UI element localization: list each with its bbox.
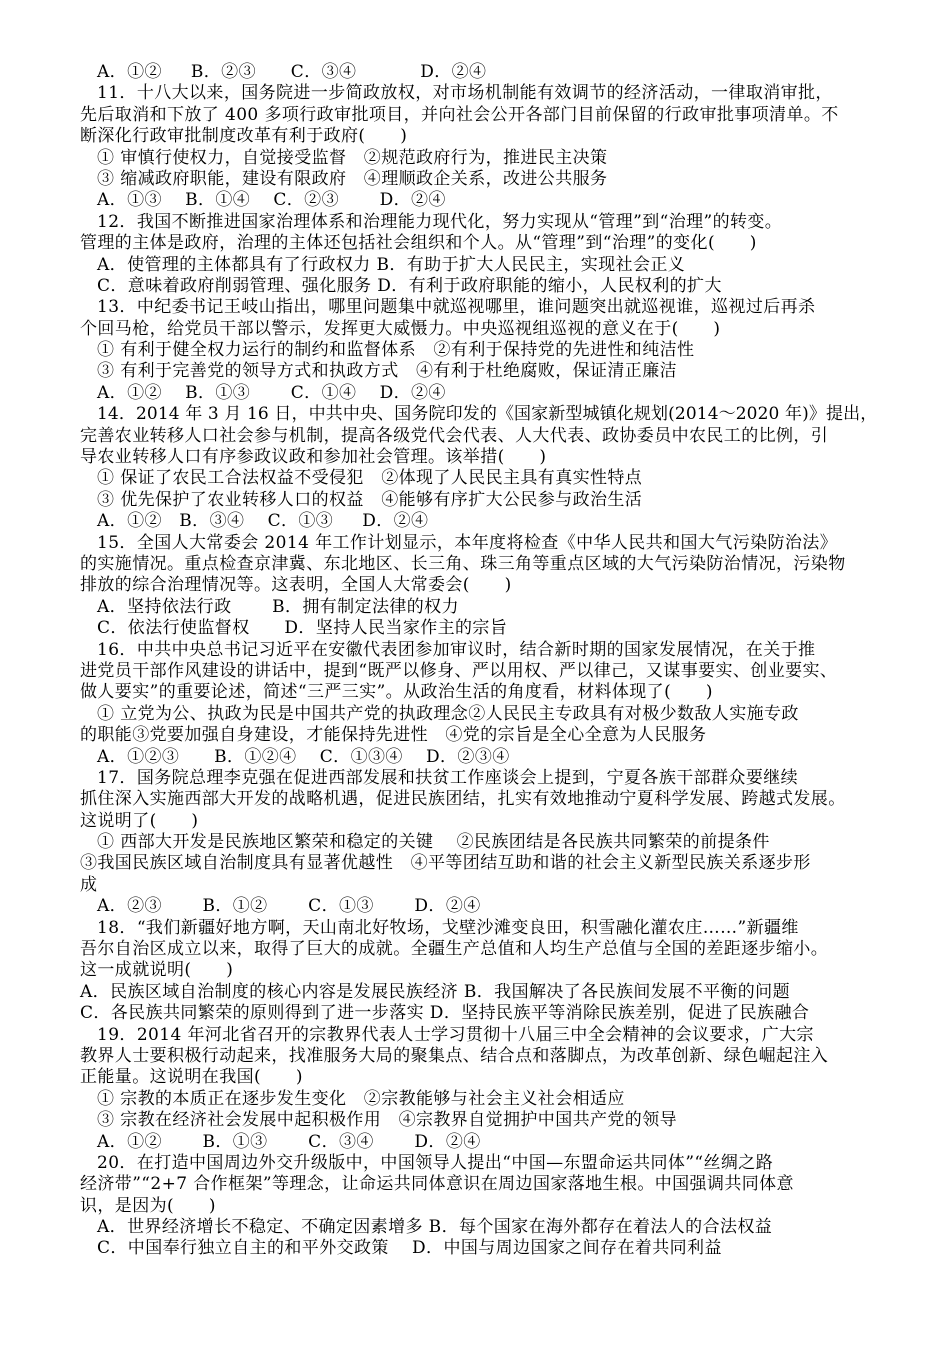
text-line-q16-2: 进党员干部作风建设的讲话中，提到“既严以修身、严以用权、严以律己，又谋事要实、创业要实、 (80, 660, 838, 681)
text-line-q11-c1: ① 审慎行使权力，自觉接受监督 ②规范政府行为，推进民主决策 (97, 147, 608, 168)
text-line-q17-2: 抓住深入实施西部大开发的战略机遇，促进民族团结，扎实有效地推动宁夏科学发展、跨越式发展。 (80, 789, 846, 810)
text-line-q13-c2: ③ 有利于完善党的领导方式和执政方式 ④有利于杜绝腐败，保证清正廉洁 (97, 361, 678, 382)
text-line-q20-2: 经济带”“2+7 合作框架”等理念，让命运共同体意识在周边国家落地生根。中国强调共同体意 (80, 1174, 794, 1195)
text-line-q16-c2: 的职能③党要加强自身建设，才能保持先进性 ④党的宗旨是全心全意为人民服务 (80, 725, 707, 746)
text-line-q15-3: 排放的综合治理情况等。这表明，全国人大常委会( ) (80, 575, 512, 596)
text-line-q20-ab: A．世界经济增长不稳定、不确定因素增多 B．每个国家在海外都存在着法人的合法权益 (97, 1217, 773, 1238)
text-line-q18-2: 吾尔自治区成立以来，取得了巨大的成就。全疆生产总值和人均生产总值与全国的差距逐步缩小。 (80, 939, 829, 960)
text-line-q20-3: 识，是因为( ) (80, 1195, 216, 1216)
text-line-q16-options: A．①②③ B．①②④ C．①③④ D．②③④ (97, 746, 510, 767)
text-line-q14-c2: ③ 优先保护了农业转移人口的权益 ④能够有序扩大公民参与政治生活 (97, 489, 643, 510)
text-line-q18-3: 这一成就说明( ) (80, 960, 234, 981)
text-line-q15-cd: C．依法行使监督权 D．坚持人民当家作主的宗旨 (97, 618, 508, 639)
text-line-q13-c1: ① 有利于健全权力运行的制约和监督体系 ②有利于保持党的先进性和纯洁性 (97, 340, 695, 361)
text-line-q17-c1: ① 西部大开发是民族地区繁荣和稳定的关键 ②民族团结是各民族共同繁荣的前提条件 (97, 832, 770, 853)
text-line-q19-c2: ③ 宗教在经济社会发展中起积极作用 ④宗教界自觉拥护中国共产党的领导 (97, 1110, 678, 1131)
text-line-q10-options: A．①② B．②③ C．③④ D．②④ (97, 62, 487, 82)
text-line-q16-c1: ① 立党为公、执政为民是中国共产党的执政理念②人民民主专政具有对极少数敌人实施专政 (97, 703, 799, 724)
text-line-q14-3: 导农业转移人口有序参政议政和参加社会管理。该举措( ) (80, 447, 547, 468)
text-line-q13-1: 13．中纪委书记王岐山指出，哪里问题集中就巡视哪里，谁问题突出就巡视谁，巡视过后再杀 (97, 297, 816, 318)
text-line-q11-c2: ③ 缩减政府职能，建设有限政府 ④理顺政企关系，改进公共服务 (97, 168, 608, 189)
text-line-q18-cd: C．各民族共同繁荣的原则得到了进一步落实 D．坚持民族平等消除民族差别，促进了民族融合 (80, 1003, 810, 1024)
text-line-q16-1: 16．中共中央总书记习近平在安徽代表团参加审议时，结合新时期的国家发展情况，在关于推 (97, 639, 816, 660)
text-line-q14-2: 完善农业转移人口社会参与机制，提高各级党代会代表、人大代表、政协委员中农民工的比例，引 (80, 425, 829, 446)
text-line-q15-1: 15．全国人大常委会 2014 年工作计划显示，本年度将检查《中华人民共和国大气污染防治法》 (97, 532, 838, 553)
text-line-q15-ab: A．坚持依法行政 B．拥有制定法律的权力 (97, 596, 459, 617)
text-line-q20-1: 20．在打造中国周边外交升级版中，中国领导人提出“中国—东盟命运共同体”“丝绸之路 (97, 1152, 774, 1173)
text-line-q19-options: A．①② B．①③ C．③④ D．②④ (97, 1131, 481, 1152)
text-line-q11-1: 11．十八大以来，国务院进一步简政放权，对市场机制能有效调节的经济活动，一律取消审批， (97, 83, 833, 104)
text-line-q12-cd: C．意味着政府削弱管理、强化服务 D．有利于政府职能的缩小，人民权利的扩大 (97, 275, 722, 296)
text-line-q13-2: 个回马枪，给党员干部以警示，发挥更大威慑力。中央巡视组巡视的意义在于( ) (80, 318, 721, 339)
text-line-q18-ab: A．民族区域自治制度的核心内容是发展民族经济 B．我国解决了各民族间发展不平衡的问题 (80, 981, 790, 1002)
text-line-q17-1: 17．国务院总理李克强在促进西部发展和扶贫工作座谈会上提到，宁夏各族干部群众要继续 (97, 767, 799, 788)
text-line-q17-3: 这说明了( ) (80, 810, 199, 831)
text-line-q15-2: 的实施情况。重点检查京津冀、东北地区、长三角、珠三角等重点区域的大气污染防治情况，污染物 (80, 553, 846, 574)
text-line-q18-1: 18．“我们新疆好地方啊，天山南北好牧场，戈壁沙滩变良田，积雪融化灌农庄……”新疆维 (97, 917, 799, 938)
text-line-q11-3: 断深化行政审批制度改革有利于政府( ) (80, 126, 408, 147)
text-line-q17-c2: ③我国民族区域自治制度具有显著优越性 ④平等团结互助和谐的社会主义新型民族关系逐步形 (80, 853, 811, 874)
text-line-q14-c1: ① 保证了农民工合法权益不受侵犯 ②体现了人民民主具有真实性特点 (97, 468, 643, 489)
text-line-q12-2: 管理的主体是政府，治理的主体还包括社会组织和个人。从“管理”到“治理”的变化( ) (80, 233, 757, 254)
text-line-q17-options: A．②③ B．①② C．①③ D．②④ (97, 896, 481, 917)
text-line-q12-1: 12．我国不断推进国家治理体系和治理能力现代化，努力实现从“管理”到“治理”的转变。 (97, 211, 783, 232)
text-line-q12-ab: A．使管理的主体都具有了行政权力 B．有助于扩大人民民主，实现社会正义 (97, 254, 686, 275)
text-line-q19-2: 教界人士要积极行动起来，找准服务大局的聚集点、结合点和落脚点，为改革创新、绿色崛起注入 (80, 1045, 829, 1066)
text-line-q11-options: A．①③ B．①④ C．②③ D．②④ (97, 190, 446, 211)
text-line-q19-3: 正能量。这说明在我国( ) (80, 1067, 303, 1088)
text-line-q11-2: 先后取消和下放了 400 多项行政审批项目，并向社会公开各部门目前保留的行政审批事项清单。不 (80, 104, 839, 125)
text-line-q13-options: A．①② B．①③ C．①④ D．②④ (97, 382, 446, 403)
text-line-q17-c3: 成 (80, 874, 98, 895)
text-line-q20-cd: C．中国奉行独立自主的和平外交政策 D．中国与周边国家之间存在着共同利益 (97, 1238, 722, 1259)
text-line-q19-c1: ① 宗教的本质正在逐步发生变化 ②宗教能够与社会主义社会相适应 (97, 1088, 625, 1109)
text-line-q16-3: 做人要实”的重要论述，简述“三严三实”。从政治生活的角度看，材料体现了( ) (80, 682, 713, 703)
text-line-q14-1: 14．2014 年 3 月 16 日，中共中央、国务院印发的《国家新型城镇化规划(2014～2020 年)》提出， (97, 404, 878, 425)
text-line-q19-1: 19．2014 年河北省召开的宗教界代表人士学习贯彻十八届三中全会精神的会议要求，广大宗 (97, 1024, 814, 1045)
text-line-q14-options: A．①② B．③④ C．①③ D．②④ (97, 511, 429, 532)
